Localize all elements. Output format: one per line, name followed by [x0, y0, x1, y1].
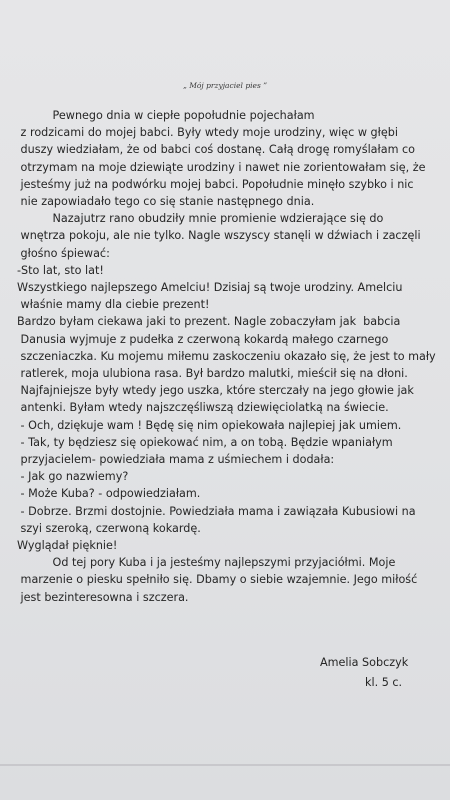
- text-line: Od tej pory Kuba i ja jesteśmy najlepszymi przyjaciółmi. Moje: [17, 556, 396, 570]
- text-line: wnętrza pokoju, ale nie tylko. Nagle wszyscy stanęli w dźwiach i zaczęli: [17, 229, 421, 243]
- essay-title: „ Mój przyjaciel pies ”: [182, 81, 268, 90]
- text-line: duszy wiedziałam, że od babci coś dostanę. Całą drogę romyślałam co: [17, 143, 416, 157]
- text-line: jesteśmy już na podwórku mojej babci. Popołudnie minęło szybko i nic: [17, 177, 414, 191]
- text-line: głośno śpiewać:: [17, 246, 110, 260]
- text-line: - Tak, ty będziesz się opiekować nim, a on tobą. Będzie wpaniałym: [17, 435, 393, 449]
- text-line: Danusia wyjmuje z pudełka z czerwoną kokardą małego czarnego: [17, 332, 389, 346]
- text-line: z rodzicami do mojej babci. Były wtedy moje urodziny, więc w głębi: [17, 126, 398, 140]
- text-line: ratlerek, moja ulubiona rasa. Był bardzo malutki, mieścił się na dłoni.: [17, 367, 408, 381]
- author-name: Amelia Sobczyk: [320, 656, 409, 669]
- author-class: kl. 5 c.: [365, 676, 403, 689]
- text-line: - Och, dziękuje wam ! Będę się nim opiekowała najlepiej jak umiem.: [17, 418, 402, 432]
- text-line: szyi szeroką, czerwoną kokardę.: [17, 521, 201, 535]
- text-line: Wyglądał pięknie!: [17, 539, 118, 553]
- text-line: przyjacielem- powiedziała mama z uśmiechem i dodała:: [17, 453, 335, 467]
- text-line: - Dobrze. Brzmi dostojnie. Powiedziała mama i zawiązała Kubusiowi na: [17, 504, 416, 518]
- text-line: - Może Kuba? - odpowiedziałam.: [17, 487, 201, 501]
- text-line: Nazajutrz rano obudziły mnie promienie wdzierające się do: [17, 212, 384, 226]
- text-line: otrzymam na moje dziewiąte urodziny i nawet nie zorientowałam się, że: [17, 160, 426, 174]
- text-line: nie zapowiadało tego co się stanie następnego dnia.: [17, 195, 315, 209]
- text-line: jest bezinteresowna i szczera.: [17, 590, 189, 604]
- text-line: właśnie mamy dla ciebie prezent!: [17, 298, 210, 312]
- text-line: Pewnego dnia w ciepłe popołudnie pojechałam: [17, 109, 315, 122]
- text-line: Wszystkiego najlepszego Amelciu! Dzisiaj są twoje urodziny. Amelciu: [17, 281, 403, 295]
- text-line: Najfajniejsze były wtedy jego uszka, które sterczały na jego głowie jak: [17, 384, 414, 398]
- text-line: -Sto lat, sto lat!: [17, 263, 104, 277]
- paper-fold-line: [0, 764, 450, 766]
- essay-body: [17, 107, 437, 606]
- text-line: szczeniaczka. Ku mojemu miłemu zaskoczeniu okazało się, że jest to mały: [17, 349, 436, 363]
- text-line: antenki. Byłam wtedy najszczęśliwszą dziewięciolatką na świecie.: [17, 401, 389, 415]
- text-line: Bardzo byłam ciekawa jaki to prezent. Nagle zobaczyłam jak babcia: [17, 315, 401, 329]
- text-line: marzenie o piesku spełniło się. Dbamy o siebie wzajemnie. Jego miłość: [17, 573, 418, 587]
- text-line: - Jak go nazwiemy?: [17, 470, 129, 484]
